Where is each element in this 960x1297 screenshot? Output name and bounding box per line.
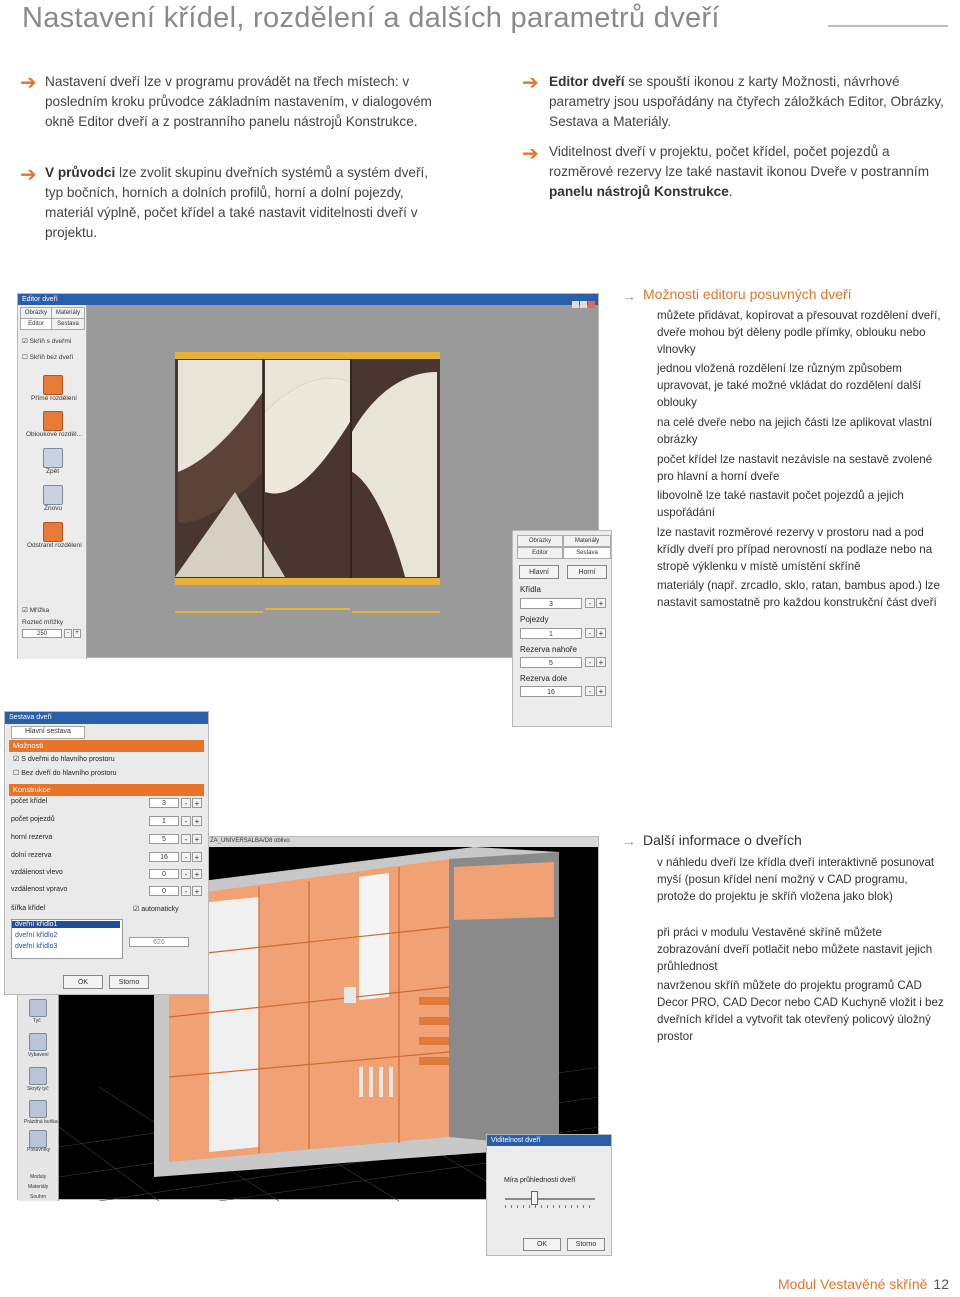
editor-sidebar xyxy=(18,305,87,659)
side-tab-summary[interactable]: Souhrn xyxy=(30,1194,47,1200)
ok-button[interactable]: OK xyxy=(63,975,103,989)
tab-sestava[interactable]: Sestava xyxy=(51,318,85,330)
tool-label: Posuvníky xyxy=(27,1147,51,1153)
tool-label: Znovu xyxy=(44,505,63,512)
decrement-button[interactable]: - xyxy=(181,886,191,896)
grid-decrement-button[interactable]: - xyxy=(64,629,72,638)
arrow-icon: → xyxy=(622,288,636,304)
grid-size-input[interactable]: 250 xyxy=(22,629,62,638)
checkbox-without-doors[interactable]: ☐ Skříň bez dveří xyxy=(22,354,74,361)
arrow-icon: → xyxy=(622,833,636,849)
arrow-icon: ➔ xyxy=(522,143,539,165)
increment-button[interactable]: + xyxy=(192,834,202,844)
increment-button[interactable]: + xyxy=(192,816,202,826)
bottom-reserve-input[interactable]: 16 xyxy=(520,686,582,697)
intro-paragraph-4 xyxy=(549,142,949,202)
ok-button[interactable]: OK xyxy=(523,1238,561,1251)
tool-label: Vybavení xyxy=(28,1052,49,1058)
top-reserve-increment-button[interactable]: + xyxy=(596,657,606,667)
section2-heading: Další informace o dveřích xyxy=(643,832,802,848)
transparency-slider-thumb[interactable] xyxy=(531,1191,538,1205)
undo-icon[interactable] xyxy=(43,448,63,468)
rod-icon[interactable] xyxy=(29,999,47,1017)
section2-item: při práci v modulu Vestavěné skříně můžete zobrazování dveří potlačit nebo můžete nastavit jejich průhlednost xyxy=(657,926,933,973)
close-icon[interactable] xyxy=(588,301,595,308)
field-label: Rezerva nahoře xyxy=(520,645,577,654)
options-section-header: Možnosti xyxy=(9,740,204,752)
page-title: Nastavení křídel, rozdělení a dalších parametrů dveří xyxy=(22,2,720,34)
increment-button[interactable]: + xyxy=(192,798,202,808)
section1-item: na celé dveře nebo na jejich části lze aplikovat vlastní obrázky xyxy=(657,416,933,446)
section1-item: lze nastavit rozměrové rezervy v prostoru nad a pod křídly dveří pro případ nerovností na podlaze nebo na stropě výklenku v místě umístění skříně xyxy=(657,526,933,573)
transparency-label: Míra průhlednosti dveří xyxy=(504,1177,576,1184)
leaf-width-input[interactable]: 626 xyxy=(129,937,189,947)
tool-label: Zpět xyxy=(46,468,60,475)
section1-heading: Možnosti editoru posuvných dveří xyxy=(643,286,852,302)
slider-ticks xyxy=(505,1205,595,1208)
empty-cell-icon[interactable] xyxy=(29,1100,47,1118)
tab-obrazky[interactable]: Obrázky xyxy=(20,307,52,319)
leaves-input[interactable]: 3 xyxy=(520,598,582,609)
section1-item: materiály (např. zrcadlo, sklo, ratan, bambus apod.) lze nastavit samostatně pro každou konstrukční část dveří xyxy=(657,579,940,609)
intro-paragraph-2 xyxy=(45,163,445,243)
section1-item: libovolně lze také nastavit počet pojezdů a jejich uspořádání xyxy=(657,489,904,519)
row-label: vzdálenost vpravo xyxy=(11,886,68,893)
decrement-button[interactable]: - xyxy=(181,816,191,826)
list-item[interactable]: dveřní křídlo1 xyxy=(12,921,120,928)
tab-materialy[interactable]: Materiály xyxy=(563,535,611,547)
intro-text-visibility: Viditelnost dveří v projektu, počet křídel, počet pojezdů a rozměrové rezervy lze také nastavit ikonou Dveře v postranním xyxy=(549,144,930,179)
bottom-reserve-input[interactable]: 16 xyxy=(149,852,179,862)
option-label: S dveřmi do hlavního prostoru xyxy=(21,756,115,763)
leaf-list[interactable] xyxy=(11,919,123,959)
field-label: Křídla xyxy=(520,585,541,594)
increment-button[interactable]: + xyxy=(192,886,202,896)
top-reserve-input[interactable]: 5 xyxy=(520,657,582,668)
section1-item: počet křídel lze nastavit nezávisle na sestavě zvolené pro hlavní a horní dveře xyxy=(657,453,933,483)
intro-text-wizard: lze zvolit skupinu dveřních systémů a systém dveří, typ bočních, horních a dolních profilů, horní a dolní pojezdy, materiál výplně, počet křídel a také nastavit viditelnosti dveří v projektu. xyxy=(45,165,429,240)
section1-item: jednou vložená rozdělení lze různým způsobem upravovat, je také možné vkládat do rozdělení další oblouky xyxy=(657,362,922,409)
grid-size-label: Rozteč mřížky xyxy=(22,619,64,626)
leaf-width-label: šířka křídel xyxy=(11,905,46,912)
right-distance-input[interactable]: 0 xyxy=(149,886,179,896)
leaf-count-input[interactable]: 3 xyxy=(149,798,179,808)
auto-label: automaticky xyxy=(141,906,179,913)
side-tab-materials[interactable]: Materiály xyxy=(28,1184,49,1190)
tracks-input[interactable]: 1 xyxy=(520,628,582,639)
tool-label: Odstranit rozdělení xyxy=(27,542,82,549)
row-label: horní rezerva xyxy=(11,834,53,841)
page-footer xyxy=(778,1276,949,1292)
decrement-button[interactable]: - xyxy=(181,869,191,879)
intro-bold-wizard: V průvodci xyxy=(45,165,116,180)
tool-label: Přímé rozdělení xyxy=(31,395,77,402)
tool-label: Skrytý tyč xyxy=(27,1086,49,1092)
sliders-icon[interactable] xyxy=(29,1130,47,1148)
editor-window-title: Editor dveří xyxy=(18,294,598,305)
arrow-icon: ➔ xyxy=(20,164,37,186)
checkbox-with-doors[interactable]: ☑ Skříň s dveřmi xyxy=(22,338,72,345)
grid-label: Mřížka xyxy=(29,607,50,614)
field-label: Rezerva dole xyxy=(520,674,568,683)
top-reserve-input[interactable]: 5 xyxy=(149,834,179,844)
intro-text-editor: se spouští ikonou z karty Možnosti, návrhové parametry jsou uspořádány na čtyřech záložkách Editor, Obrázky, Sestava a Materiály. xyxy=(549,74,944,129)
visibility-dialog-title: Viditelnost dveří xyxy=(487,1135,611,1146)
cancel-button[interactable]: Storno xyxy=(567,1238,605,1251)
top-door-button[interactable]: Horní xyxy=(567,565,607,579)
with-doors-radio[interactable]: ☑ S dveřmi do hlavního prostoru xyxy=(13,756,115,763)
tab-main-assembly[interactable]: Hlavní sestava xyxy=(11,726,85,739)
visibility-dialog xyxy=(486,1134,612,1256)
increment-button[interactable]: + xyxy=(192,852,202,862)
tab-editor[interactable]: Editor xyxy=(517,547,563,559)
section2-item: navrženou skříň můžete do projektu programů CAD Decor PRO, CAD Decor nebo CAD Kuchyně vložit i bez dveřních křídel a vytvořit tak otevřený policový úložný prostor xyxy=(657,979,944,1043)
tracks-decrement-button[interactable]: - xyxy=(585,628,595,638)
hidden-rod-icon[interactable] xyxy=(29,1067,47,1085)
left-distance-input[interactable]: 0 xyxy=(149,869,179,879)
grid-increment-button[interactable]: + xyxy=(73,629,81,638)
track-count-input[interactable]: 1 xyxy=(149,816,179,826)
field-label: Pojezdy xyxy=(520,615,549,624)
intro-paragraph-1: Nastavení dveří lze v programu provádět na třech místech: v posledním kroku průvodce základním nastavením, v dialogovém okně Editor dveří a z postranního panelu nástrojů Konstrukce. xyxy=(45,74,432,129)
grid-checkbox[interactable]: ☑ Mřížka xyxy=(22,607,50,614)
cancel-button[interactable]: Storno xyxy=(109,975,149,989)
sestava-dialog-title: Sestava dveří xyxy=(5,712,208,724)
row-label: počet pojezdů xyxy=(11,816,55,823)
bottom-reserve-decrement-button[interactable]: - xyxy=(585,686,595,696)
intro-bold-panel: panelu nástrojů Konstrukce xyxy=(549,184,729,199)
door-preview[interactable] xyxy=(175,352,440,616)
decrement-button[interactable]: - xyxy=(181,798,191,808)
decrement-button[interactable]: - xyxy=(181,834,191,844)
bottom-reserve-increment-button[interactable]: + xyxy=(596,686,606,696)
page-number: 12 xyxy=(933,1276,949,1292)
tracks-increment-button[interactable]: + xyxy=(596,628,606,638)
redo-icon[interactable] xyxy=(43,485,63,505)
arrow-icon: ➔ xyxy=(522,72,539,94)
row-label: dolní rezerva xyxy=(11,852,52,859)
list-item[interactable]: dveřní křídlo2 xyxy=(15,932,58,939)
cad-window-caption: ZA_UNIVERSALBA/D8 oblivo xyxy=(210,838,290,844)
section1-item: můžete přidávat, kopírovat a přesouvat rozdělení dveří, dveře mohou být děleny podle přímky, oblouku nebo vlnovky xyxy=(657,309,941,356)
transparency-slider-track[interactable] xyxy=(505,1198,595,1200)
footer-label: Modul Vestavěné skříně xyxy=(778,1276,928,1292)
top-reserve-decrement-button[interactable]: - xyxy=(585,657,595,667)
section2-item: v náhledu dveří lze křídla dveří interaktivně posunovat myší (posun křídel není možný v CAD programu, protože do projektu je skříň vložena jako blok) xyxy=(657,856,935,903)
list-item[interactable]: dveřní křídlo3 xyxy=(15,943,58,950)
decrement-button[interactable]: - xyxy=(181,852,191,862)
auto-checkbox[interactable]: ☑ automaticky xyxy=(133,906,179,913)
minimize-icon[interactable] xyxy=(572,301,579,308)
tab-obrazky[interactable]: Obrázky xyxy=(517,535,563,547)
checkbox-label: Skříň s dveřmi xyxy=(29,338,72,345)
intro-bold-editor: Editor dveří xyxy=(549,74,625,89)
tool-label: Tyč xyxy=(33,1018,41,1024)
increment-button[interactable]: + xyxy=(192,869,202,879)
equipment-icon[interactable] xyxy=(29,1033,47,1051)
tool-label: Obloukové rozděl... xyxy=(26,431,83,438)
title-rule xyxy=(828,25,948,27)
option-label: Bez dveří do hlavního prostoru xyxy=(21,770,117,777)
row-label: počet křídel xyxy=(11,798,48,805)
door-settings-panel xyxy=(512,530,612,727)
without-doors-radio[interactable]: ☐ Bez dveří do hlavního prostoru xyxy=(13,770,117,777)
tool-label: Prázdná buňka xyxy=(24,1119,58,1125)
intro-text-end: . xyxy=(728,184,733,199)
leaves-increment-button[interactable]: + xyxy=(596,598,606,608)
main-door-button[interactable]: Hlavní xyxy=(519,565,559,579)
checkbox-label: Skříň bez dveří xyxy=(29,354,74,361)
row-label: vzdálenost vlevo xyxy=(11,869,63,876)
construction-section-header: Konstrukce xyxy=(9,784,204,796)
remove-split-icon[interactable] xyxy=(43,522,63,542)
intro-paragraph-3 xyxy=(549,72,949,132)
arc-split-icon[interactable] xyxy=(43,411,63,431)
straight-split-icon[interactable] xyxy=(43,375,63,395)
leaves-decrement-button[interactable]: - xyxy=(585,598,595,608)
sestava-dialog xyxy=(4,711,209,995)
tab-sestava[interactable]: Sestava xyxy=(563,547,611,559)
tab-materialy[interactable]: Materiály xyxy=(51,307,85,319)
arrow-icon: ➔ xyxy=(20,72,37,94)
tab-editor[interactable]: Editor xyxy=(20,318,52,330)
maximize-icon[interactable] xyxy=(580,301,587,308)
side-tab-modules[interactable]: Moduly xyxy=(30,1174,47,1180)
window-controls[interactable] xyxy=(572,295,596,304)
